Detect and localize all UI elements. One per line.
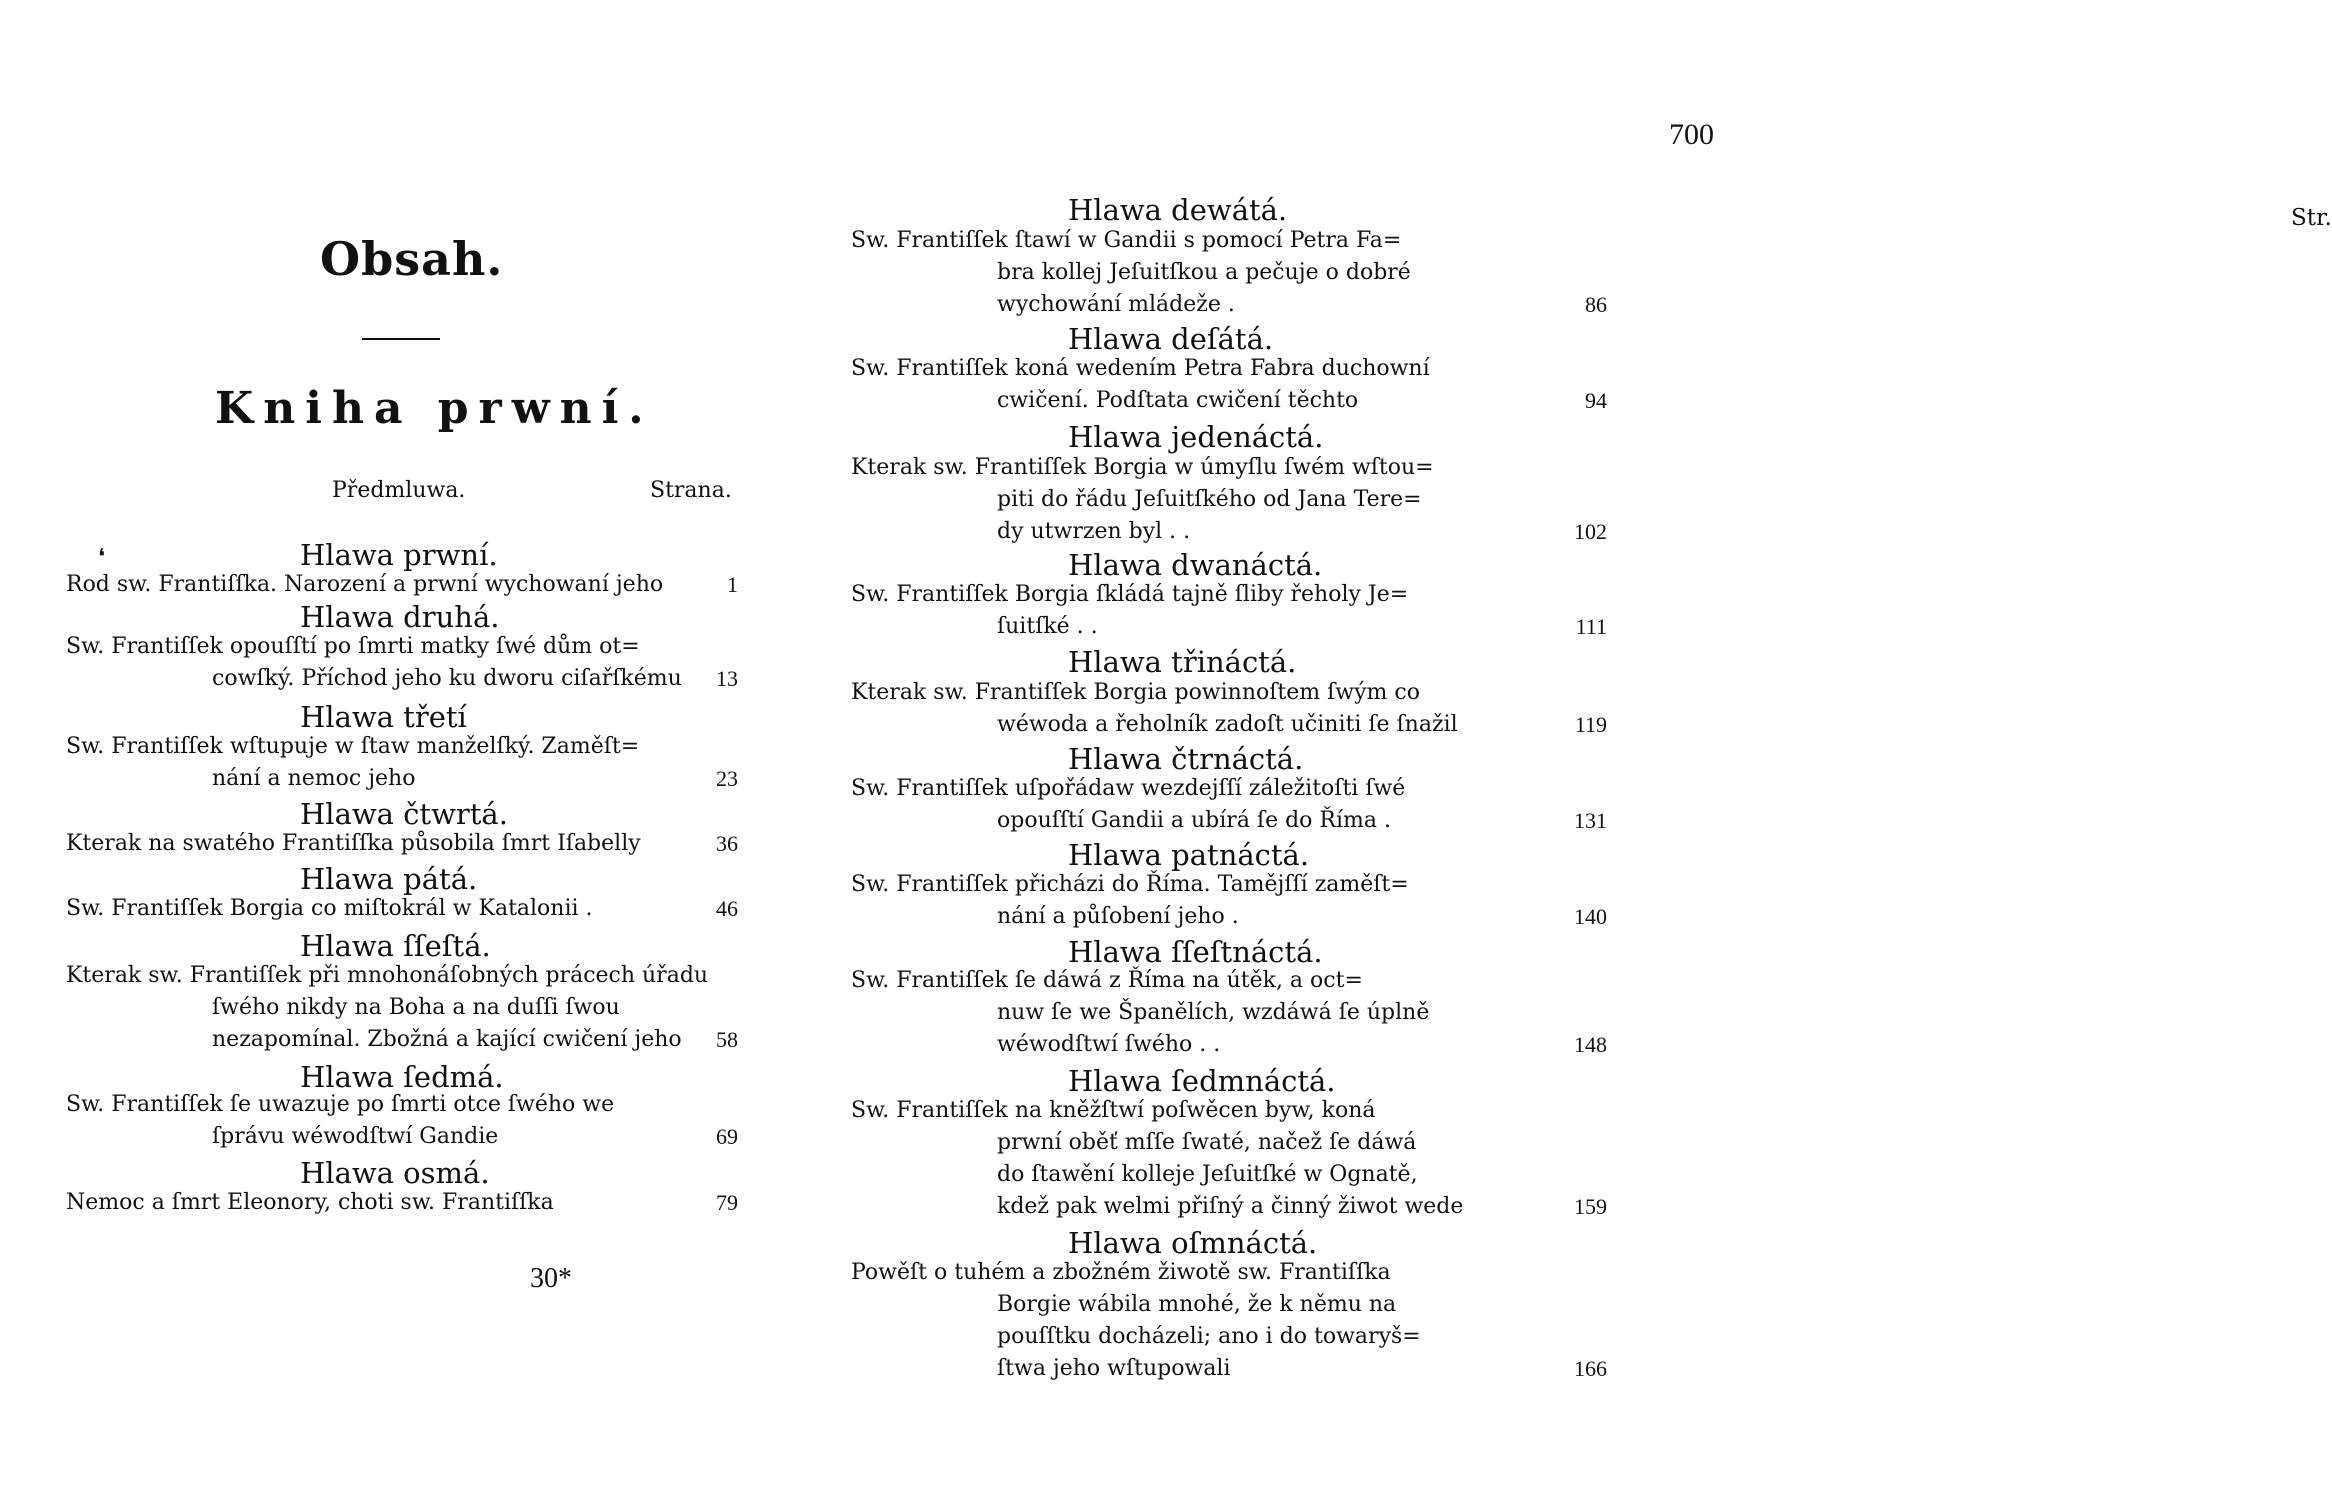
entry-page-number: 13 (716, 666, 738, 691)
chapter-heading: Hlawa dwanáctá. (1068, 548, 1323, 582)
preface-entry: Předmluwa. (332, 478, 466, 503)
entry-text-line: Sw. Frantiſſek ſe uwazuje po ſmrti otce ſwého we (66, 1092, 615, 1117)
entry-text-line: Borgie wábila mnohé, že k němu na (997, 1292, 1397, 1317)
chapter-heading: Hlawa ſſeſtá. (300, 929, 491, 963)
entry-text-line: ſwého nikdy na Boha a na duſſi ſwou (212, 995, 620, 1020)
right-page (803, 0, 2332, 1500)
entry-page-number: 140 (1574, 904, 1607, 929)
entry-text-line: wychowání mládeže . (997, 292, 1235, 317)
entry-page-number: 58 (716, 1027, 738, 1052)
entry-text-line: cwičení. Podſtata cwičení těchto (997, 388, 1359, 413)
chapter-heading: Hlawa čtwrtá. (300, 797, 508, 831)
entry-text-line: Sw. Frantiſſek wſtupuje w ſtaw manželſký. Zaměſt= (66, 734, 640, 759)
entry-text-line: wéwodſtwí ſwého . . (997, 1032, 1221, 1057)
entry-page-number: 166 (1574, 1356, 1607, 1381)
entry-text-line: nezapomínal. Zbožná a kající cwičení jeho (212, 1027, 682, 1052)
entry-text-line: Kterak sw. Frantiſſek Borgia powinnoſtem ſwým co (851, 680, 1420, 705)
entry-text-line: nuw ſe we Španělích, wzdáwá ſe úplně (997, 1000, 1430, 1025)
entry-text-line: pouſſtku docházeli; ano i do towaryš= (997, 1324, 1421, 1349)
chapter-heading: Hlawa patnáctá. (1068, 838, 1310, 872)
entry-text-line: prwní oběť mſſe ſwaté, načež ſe dáwá (997, 1130, 1417, 1155)
entry-text-line: Sw. Frantiſſek na kněžſtwí poſwěcen byw, koná (851, 1098, 1376, 1123)
entry-page-number: 69 (716, 1124, 738, 1149)
entry-page-number: 46 (716, 896, 738, 921)
entry-text-line: ſprávu wéwodſtwí Gandie (212, 1124, 499, 1149)
entry-text-line: piti do řádu Jeſuitſkého od Jana Tere= (997, 487, 1422, 512)
entry-page-number: 119 (1574, 712, 1607, 737)
entry-text-line: Sw. Frantiſſek uſpořádaw wezdejſſí záležitoſti ſwé (851, 776, 1406, 801)
entry-page-number: 79 (716, 1190, 738, 1215)
entry-text-line: Sw. Frantiſſek přicházi do Říma. Tamějſſí zaměſt= (851, 872, 1409, 897)
entry-text-line: Rod sw. Frantiſſka. Narození a prwní wychowaní jeho (66, 572, 664, 597)
entry-page-number: 102 (1574, 519, 1607, 544)
left-page (0, 0, 790, 1500)
chapter-heading: Hlawa oſmnáctá. (1068, 1226, 1318, 1260)
page-number: 700 (1669, 118, 1714, 151)
entry-page-number: 1 (727, 572, 738, 597)
entry-page-number: 131 (1574, 808, 1607, 833)
entry-page-number: 94 (1585, 388, 1607, 413)
entry-page-number: 23 (716, 766, 738, 791)
entry-text-line: Nemoc a ſmrt Eleonory, choti sw. Frantiſſka (66, 1190, 554, 1215)
entry-text-line: Sw. Frantiſſek opouſſtí po ſmrti matky ſwé dům ot= (66, 634, 640, 659)
entry-text-line: Sw. Frantiſſek Borgia co miſtokrál w Katalonii . (66, 896, 593, 921)
entry-page-number: 148 (1574, 1032, 1607, 1057)
entry-text-line: ſtwa jeho wſtupowali (997, 1356, 1231, 1381)
entry-text-line: nání a půſobení jeho . (997, 904, 1239, 929)
chapter-heading: Hlawa ſedmnáctá. (1068, 1064, 1336, 1098)
page-column-label: Strana. (650, 478, 732, 503)
entry-text-line: do ſtawění kolleje Jeſuitſké w Ognatě, (997, 1162, 1418, 1187)
entry-text-line: dy utwrzen byl . . (997, 519, 1191, 544)
page-title: Obsah. (320, 232, 504, 286)
chapter-heading: Hlawa dewátá. (1068, 193, 1288, 227)
chapter-heading: Hlawa osmá. (300, 1156, 490, 1190)
chapter-heading: Hlawa třetí (300, 700, 467, 734)
entry-page-number: 159 (1574, 1194, 1607, 1219)
entry-text-line: Sw. Frantiſſek ſtawí w Gandii s pomocí Petra Fa= (851, 228, 1402, 253)
entry-text-line: bra kollej Jeſuitſkou a pečuje o dobré (997, 260, 1411, 285)
entry-text-line: Sw. Frantiſſek Borgia ſkládá tajně ſliby řeholy Je= (851, 582, 1409, 607)
entry-text-line: Kterak sw. Frantiſſek při mnohonáſobných prácech úřadu (66, 963, 709, 988)
entry-text-line: cowſký. Příchod jeho ku dworu ciſařſkému (212, 666, 682, 691)
entry-text-line: opouſſtí Gandii a ubírá ſe do Říma . (997, 808, 1391, 833)
chapter-heading: Hlawa jedenáctá. (1068, 420, 1324, 454)
page-column-label: Str. (2291, 205, 2332, 231)
ink-mark: ❛ (98, 545, 106, 570)
chapter-heading: Hlawa ſſeſtnáctá. (1068, 935, 1323, 969)
entry-text-line: wéwoda a řeholník zadoſt učiniti ſe ſnažil (997, 712, 1458, 737)
book-heading: Kniha prwní. (215, 383, 654, 434)
chapter-heading: Hlawa ſedmá. (300, 1060, 504, 1094)
chapter-heading: Hlawa deſátá. (1068, 322, 1274, 356)
entry-text-line: nání a nemoc jeho (212, 766, 416, 791)
chapter-heading: Hlawa pátá. (300, 862, 478, 896)
entry-text-line: Kterak sw. Frantiſſek Borgia w úmyſlu ſwém wſtou= (851, 455, 1434, 480)
chapter-heading: Hlawa třináctá. (1068, 645, 1297, 679)
entry-text-line: kdež pak welmi přiſný a činný žiwot wede (997, 1194, 1464, 1219)
entry-text-line: Powěſt o tuhém a zbožném žiwotě sw. Frantiſſka (851, 1260, 1391, 1285)
title-rule (362, 338, 440, 340)
entry-page-number: 111 (1575, 614, 1607, 639)
entry-page-number: 86 (1585, 292, 1607, 317)
signature-mark: 30* (530, 1263, 572, 1294)
entry-text-line: Kterak na swatého Frantiſſka působila ſmrt Iſabelly (66, 831, 641, 856)
chapter-heading: Hlawa prwní. (300, 538, 498, 572)
chapter-heading: Hlawa čtrnáctá. (1068, 742, 1304, 776)
entry-text-line: Sw. Frantiſſek koná wedením Petra Fabra duchowní (851, 356, 1430, 381)
chapter-heading: Hlawa druhá. (300, 600, 500, 634)
entry-page-number: 36 (716, 831, 738, 856)
entry-text-line: Sw. Frantiſſek ſe dáwá z Říma na útěk, a oct= (851, 968, 1363, 993)
entry-text-line: ſuitſké . . (997, 614, 1098, 639)
